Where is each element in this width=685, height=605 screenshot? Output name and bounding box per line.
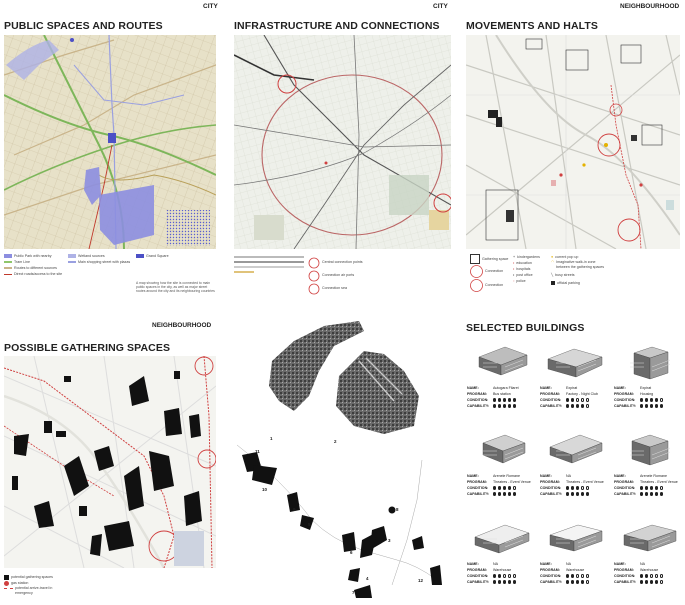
plan-number: 12 xyxy=(418,578,424,583)
building-program: Warehouse xyxy=(566,568,585,572)
condition-rating xyxy=(493,398,516,402)
red-circle-icon xyxy=(308,270,320,282)
legend-label: post office xyxy=(516,272,533,277)
rating-dot-filled xyxy=(660,492,663,495)
field-label: CAPABILITY: xyxy=(540,404,563,408)
building-model-image xyxy=(544,519,606,557)
condition-rating xyxy=(566,486,589,490)
rating-dot-empty xyxy=(660,486,663,489)
square-filled-icon xyxy=(551,281,555,285)
legend-label: busy streets xyxy=(555,272,575,277)
arc-icon: ◠ xyxy=(551,260,555,264)
public-spaces-map[interactable] xyxy=(4,35,216,249)
rating-dot-filled xyxy=(508,398,511,401)
rating-dot-filled xyxy=(566,404,569,407)
legend-label: current pop up xyxy=(555,254,579,259)
building-card[interactable] xyxy=(540,431,608,509)
building-name: Expirat xyxy=(640,386,652,390)
rating-dot-filled xyxy=(498,492,501,495)
rating-dot-filled xyxy=(640,492,643,495)
infra-legend-circles xyxy=(308,256,363,295)
rating-dot-filled xyxy=(498,404,501,407)
rating-dot-filled xyxy=(645,492,648,495)
legend-label: official parking xyxy=(557,280,580,285)
field-label: NAME: xyxy=(614,562,626,566)
field-label: PROGRAM: xyxy=(540,568,560,572)
rating-dot-filled xyxy=(571,486,574,489)
legend-line xyxy=(234,266,304,268)
public-note: A map showing how the site is connected to main public spaces in the city, as well as major street routes around the city and its neighbouring countries xyxy=(136,281,215,294)
rating-dot-filled xyxy=(571,398,574,401)
legend-label: Direct roads/access to the site xyxy=(14,271,63,276)
field-label: NAME: xyxy=(540,474,552,478)
scale-tag: NEIGHBOURHOOD xyxy=(152,322,212,329)
plus-icon: + xyxy=(513,254,516,259)
capability-rating xyxy=(566,580,589,584)
rating-dot-empty xyxy=(581,398,584,401)
legend-label: Main shopping street with plazas xyxy=(78,259,131,264)
capability-rating xyxy=(493,404,516,408)
rating-dot-filled xyxy=(650,486,653,489)
field-label: CAPABILITY: xyxy=(540,580,563,584)
condition-rating xyxy=(640,486,663,490)
red-circle-icon xyxy=(308,257,320,269)
building-model-image xyxy=(471,519,533,557)
legend-swatch xyxy=(4,267,12,269)
rating-dot-filled xyxy=(513,492,516,495)
square-outline-icon xyxy=(470,254,480,264)
plan-number: 6 xyxy=(350,550,353,555)
scale-tag: CITY xyxy=(203,3,218,10)
infrastructure-map-svg xyxy=(234,35,451,249)
rating-dot-filled xyxy=(576,492,579,495)
square-icon: ▫ xyxy=(513,278,515,283)
movements-legend-b xyxy=(513,254,540,284)
field-label: PROGRAM: xyxy=(614,392,634,396)
legend-row xyxy=(4,586,55,596)
rating-dot-filled xyxy=(581,404,584,407)
rating-dot-filled xyxy=(650,404,653,407)
field-label: PROGRAM: xyxy=(467,568,487,572)
building-card[interactable] xyxy=(467,343,535,421)
site-plan-svg xyxy=(232,440,442,600)
field-label: NAME: xyxy=(540,562,552,566)
building-model-image xyxy=(618,519,680,557)
rating-dot-filled xyxy=(513,398,516,401)
condition-rating xyxy=(640,574,663,578)
legend-swatch xyxy=(68,261,76,263)
rating-dot-filled xyxy=(508,492,511,495)
rating-dot-filled xyxy=(655,580,658,583)
field-label: PROGRAM: xyxy=(540,392,560,396)
rating-dot-filled xyxy=(645,404,648,407)
legend-swatch xyxy=(4,274,12,275)
rating-dot-empty xyxy=(586,404,589,407)
legend-label: Imaginative walk-in zone between the gathering spaces xyxy=(556,260,605,269)
field-label: PROGRAM: xyxy=(614,480,634,484)
movements-legend-a xyxy=(470,254,508,292)
rating-dot-filled xyxy=(571,492,574,495)
movements-legend-c xyxy=(551,254,609,286)
line-icon: ╲ xyxy=(551,272,554,277)
building-program: Theatres - Event Venue xyxy=(566,480,604,484)
panel-title: INFRASTRUCTURE AND CONNECTIONS xyxy=(234,20,440,32)
rating-dot-empty xyxy=(660,580,663,583)
rating-dot-filled xyxy=(650,492,653,495)
plan-number: 9 xyxy=(293,507,296,512)
field-label: PROGRAM: xyxy=(614,568,634,572)
legend-label: Grand Square xyxy=(146,253,169,258)
plan-number: 2 xyxy=(334,439,337,444)
legend-swatch xyxy=(4,261,12,263)
aerial-model-svg xyxy=(264,316,424,441)
red-circle-icon xyxy=(470,265,483,278)
dot-icon: ● xyxy=(551,254,554,259)
field-label: NAME: xyxy=(540,386,552,390)
building-card[interactable] xyxy=(540,343,608,421)
building-model-image xyxy=(471,343,533,381)
building-name: Arenele Romane xyxy=(493,474,520,478)
field-label: CONDITION: xyxy=(614,398,636,402)
rating-dot-empty xyxy=(586,574,589,577)
legend-label: potential gathering spaces xyxy=(11,574,53,579)
rating-dot-filled xyxy=(571,404,574,407)
field-label: CAPABILITY: xyxy=(614,580,637,584)
rating-dot-empty xyxy=(513,574,516,577)
rating-dot-empty xyxy=(503,574,506,577)
rating-dot-filled xyxy=(566,398,569,401)
legend-label: kindergardens xyxy=(517,254,540,259)
gathering-map[interactable] xyxy=(4,356,216,568)
plan-number: 11 xyxy=(255,449,260,454)
rating-dot-filled xyxy=(645,486,648,489)
rating-dot-filled xyxy=(503,486,506,489)
rating-dot-filled xyxy=(498,398,501,401)
capability-rating xyxy=(493,580,516,584)
rating-dot-filled xyxy=(660,404,663,407)
field-label: CONDITION: xyxy=(467,398,489,402)
rating-dot-empty xyxy=(660,398,663,401)
plan-number: 10 xyxy=(262,487,268,492)
rating-dot-empty xyxy=(586,580,589,583)
building-name: Autogara Filaret xyxy=(493,386,519,390)
public-legend-left xyxy=(4,253,62,277)
square-filled-icon xyxy=(4,575,9,580)
rating-dot-filled xyxy=(640,404,643,407)
field-label: CAPABILITY: xyxy=(467,404,490,408)
condition-rating xyxy=(566,398,589,402)
legend-swatch xyxy=(4,254,12,258)
building-name: Arenele Romane xyxy=(640,474,667,478)
rating-dot-empty xyxy=(660,574,663,577)
legend-label: hospitals xyxy=(516,266,531,271)
rating-dot-empty xyxy=(650,574,653,577)
movements-map[interactable] xyxy=(466,35,680,249)
red-circle-icon xyxy=(470,279,483,292)
rating-dot-empty xyxy=(586,398,589,401)
rating-dot-filled xyxy=(571,580,574,583)
rating-dot-filled xyxy=(640,398,643,401)
plan-number: 7 xyxy=(352,590,355,595)
building-program: Theatres - Event Venue xyxy=(640,480,678,484)
legend-label: Gathering space xyxy=(482,256,509,261)
building-card[interactable] xyxy=(614,431,682,509)
scale-tag: NEIGHBOURHOOD xyxy=(620,3,680,10)
rating-dot-filled xyxy=(493,574,496,577)
rating-dot-empty xyxy=(576,574,579,577)
gas-station-icon xyxy=(4,581,9,586)
rating-dot-empty xyxy=(513,486,516,489)
gathering-map-svg xyxy=(4,356,216,568)
capability-rating xyxy=(493,492,516,496)
field-label: CONDITION: xyxy=(614,486,636,490)
rating-dot-filled xyxy=(640,580,643,583)
capability-rating xyxy=(640,580,663,584)
rating-dot-filled xyxy=(655,404,658,407)
field-label: NAME: xyxy=(614,474,626,478)
rating-dot-filled xyxy=(576,486,579,489)
field-label: CAPABILITY: xyxy=(467,580,490,584)
condition-rating xyxy=(493,486,516,490)
legend-line xyxy=(234,261,304,263)
gathering-legend xyxy=(4,574,55,596)
rating-dot-empty xyxy=(576,398,579,401)
rating-dot-filled xyxy=(508,404,511,407)
building-model-image xyxy=(618,343,680,381)
building-program: Factory - Night Club xyxy=(566,392,598,396)
field-label: NAME: xyxy=(467,474,479,478)
building-model-image xyxy=(544,431,606,469)
rating-dot-filled xyxy=(655,492,658,495)
rating-dot-filled xyxy=(503,398,506,401)
rating-dot-filled xyxy=(503,492,506,495)
building-card[interactable] xyxy=(540,519,608,597)
field-label: PROGRAM: xyxy=(467,480,487,484)
public-spaces-map-svg xyxy=(4,35,216,249)
rating-dot-filled xyxy=(566,580,569,583)
rating-dot-filled xyxy=(650,580,653,583)
rating-dot-filled xyxy=(498,580,501,583)
legend-label: Connection sea xyxy=(322,286,347,290)
red-circle-icon xyxy=(308,283,320,295)
legend-label: gas station xyxy=(11,580,29,585)
movements-map-svg xyxy=(466,35,680,249)
rating-dot-filled xyxy=(493,486,496,489)
legend-label: Central connection points xyxy=(322,260,363,264)
building-model-image xyxy=(618,431,680,469)
condition-rating xyxy=(566,574,589,578)
field-label: CAPABILITY: xyxy=(467,492,490,496)
plan-number: 1 xyxy=(270,436,273,441)
building-model-image xyxy=(544,343,606,381)
capability-rating xyxy=(640,404,663,408)
field-label: PROGRAM: xyxy=(467,392,487,396)
field-label: CONDITION: xyxy=(540,486,562,490)
field-label: NAME: xyxy=(614,386,626,390)
rating-dot-filled xyxy=(493,398,496,401)
rating-dot-filled xyxy=(498,486,501,489)
plan-number: 5 xyxy=(308,522,311,527)
field-label: CONDITION: xyxy=(467,486,489,490)
legend-swatch xyxy=(136,254,144,258)
panel-title: POSSIBLE GATHERING SPACES xyxy=(4,342,171,354)
legend-label: potential arrive-travel in emergency xyxy=(15,586,53,595)
rating-dot-filled xyxy=(513,404,516,407)
field-label: NAME: xyxy=(467,386,479,390)
capability-rating xyxy=(566,404,589,408)
building-model-image xyxy=(471,431,533,469)
building-card[interactable] xyxy=(614,519,682,597)
rating-dot-filled xyxy=(571,574,574,577)
rating-dot-filled xyxy=(508,486,511,489)
rating-dot-filled xyxy=(645,580,648,583)
public-legend-far xyxy=(136,253,169,259)
rating-dot-filled xyxy=(513,580,516,583)
rating-dot-filled xyxy=(586,492,589,495)
rating-dot-filled xyxy=(566,574,569,577)
rating-dot-empty xyxy=(581,574,584,577)
rating-dot-filled xyxy=(655,486,658,489)
public-legend-right xyxy=(68,253,130,265)
building-card[interactable] xyxy=(467,519,535,597)
rating-dot-filled xyxy=(576,404,579,407)
plan-number: 3 xyxy=(388,538,391,543)
rating-dot-filled xyxy=(503,404,506,407)
rating-dot-filled xyxy=(503,580,506,583)
aerial-model[interactable] xyxy=(264,316,424,441)
panel-title: SELECTED BUILDINGS xyxy=(466,322,585,334)
dot-icon: • xyxy=(513,260,515,265)
building-name: NA xyxy=(566,474,571,478)
rating-dot-filled xyxy=(508,580,511,583)
dot-icon: • xyxy=(513,272,515,277)
rating-dot-filled xyxy=(645,398,648,401)
legend-row xyxy=(551,260,609,270)
rating-dot-filled xyxy=(576,580,579,583)
plan-number: 4 xyxy=(366,576,369,581)
condition-rating xyxy=(640,398,663,402)
legend-line xyxy=(234,271,254,273)
field-label: CONDITION: xyxy=(614,574,636,578)
legend-line xyxy=(234,256,304,258)
field-label: CONDITION: xyxy=(540,574,562,578)
rating-dot-filled xyxy=(493,404,496,407)
legend-label: education xyxy=(516,260,532,265)
field-label: CAPABILITY: xyxy=(614,492,637,496)
rating-dot-empty xyxy=(655,574,658,577)
rating-dot-filled xyxy=(640,574,643,577)
legend-label: Public Park with nearby xyxy=(14,253,52,258)
capability-rating xyxy=(566,492,589,496)
rating-dot-filled xyxy=(493,492,496,495)
dashed-line-icon xyxy=(4,588,13,596)
rating-dot-filled xyxy=(498,574,501,577)
capability-rating xyxy=(640,492,663,496)
building-program: Housing xyxy=(640,392,654,396)
rating-dot-filled xyxy=(650,398,653,401)
field-label: CAPABILITY: xyxy=(540,492,563,496)
building-program: Theatres - Event Venue xyxy=(493,480,531,484)
rating-dot-filled xyxy=(493,580,496,583)
legend-swatch xyxy=(68,254,76,258)
field-label: CAPABILITY: xyxy=(614,404,637,408)
rating-dot-filled xyxy=(566,492,569,495)
rating-dot-filled xyxy=(655,398,658,401)
site-plan[interactable] xyxy=(232,440,442,600)
building-program: Warehouse xyxy=(640,568,659,572)
legend-label: police xyxy=(516,278,526,283)
building-name: NA xyxy=(640,562,645,566)
field-label: CONDITION: xyxy=(540,398,562,402)
rating-dot-filled xyxy=(640,486,643,489)
building-card[interactable] xyxy=(467,431,535,509)
building-name: NA xyxy=(566,562,571,566)
building-name: Expirat xyxy=(566,386,578,390)
legend-label: Routes to different sources xyxy=(14,265,57,270)
rating-dot-filled xyxy=(566,486,569,489)
condition-rating xyxy=(493,574,516,578)
rating-dot-filled xyxy=(581,492,584,495)
scale-tag: CITY xyxy=(433,3,448,10)
panel-title: PUBLIC SPACES AND ROUTES xyxy=(4,20,163,32)
rating-dot-filled xyxy=(645,574,648,577)
building-name: NA xyxy=(493,562,498,566)
field-label: CONDITION: xyxy=(467,574,489,578)
legend-label: Connection xyxy=(485,268,504,273)
rating-dot-empty xyxy=(586,486,589,489)
rating-dot-filled xyxy=(581,580,584,583)
infra-legend-small xyxy=(234,253,304,276)
plan-number: 8 xyxy=(396,507,399,512)
building-program: Warehouse xyxy=(493,568,512,572)
panel-title: MOVEMENTS AND HALTS xyxy=(466,20,598,32)
legend-label: Connection xyxy=(485,282,504,287)
legend-label: Connection air ports xyxy=(322,273,355,277)
legend-label: Wetland sources xyxy=(78,253,105,258)
building-program: Bus station xyxy=(493,392,511,396)
rating-dot-empty xyxy=(581,486,584,489)
rating-dot-empty xyxy=(508,574,511,577)
building-card[interactable] xyxy=(614,343,682,421)
field-label: NAME: xyxy=(467,562,479,566)
dot-icon: • xyxy=(513,266,515,271)
infrastructure-map[interactable] xyxy=(234,35,451,249)
legend-label: Tram Line xyxy=(14,259,31,264)
field-label: PROGRAM: xyxy=(540,480,560,484)
